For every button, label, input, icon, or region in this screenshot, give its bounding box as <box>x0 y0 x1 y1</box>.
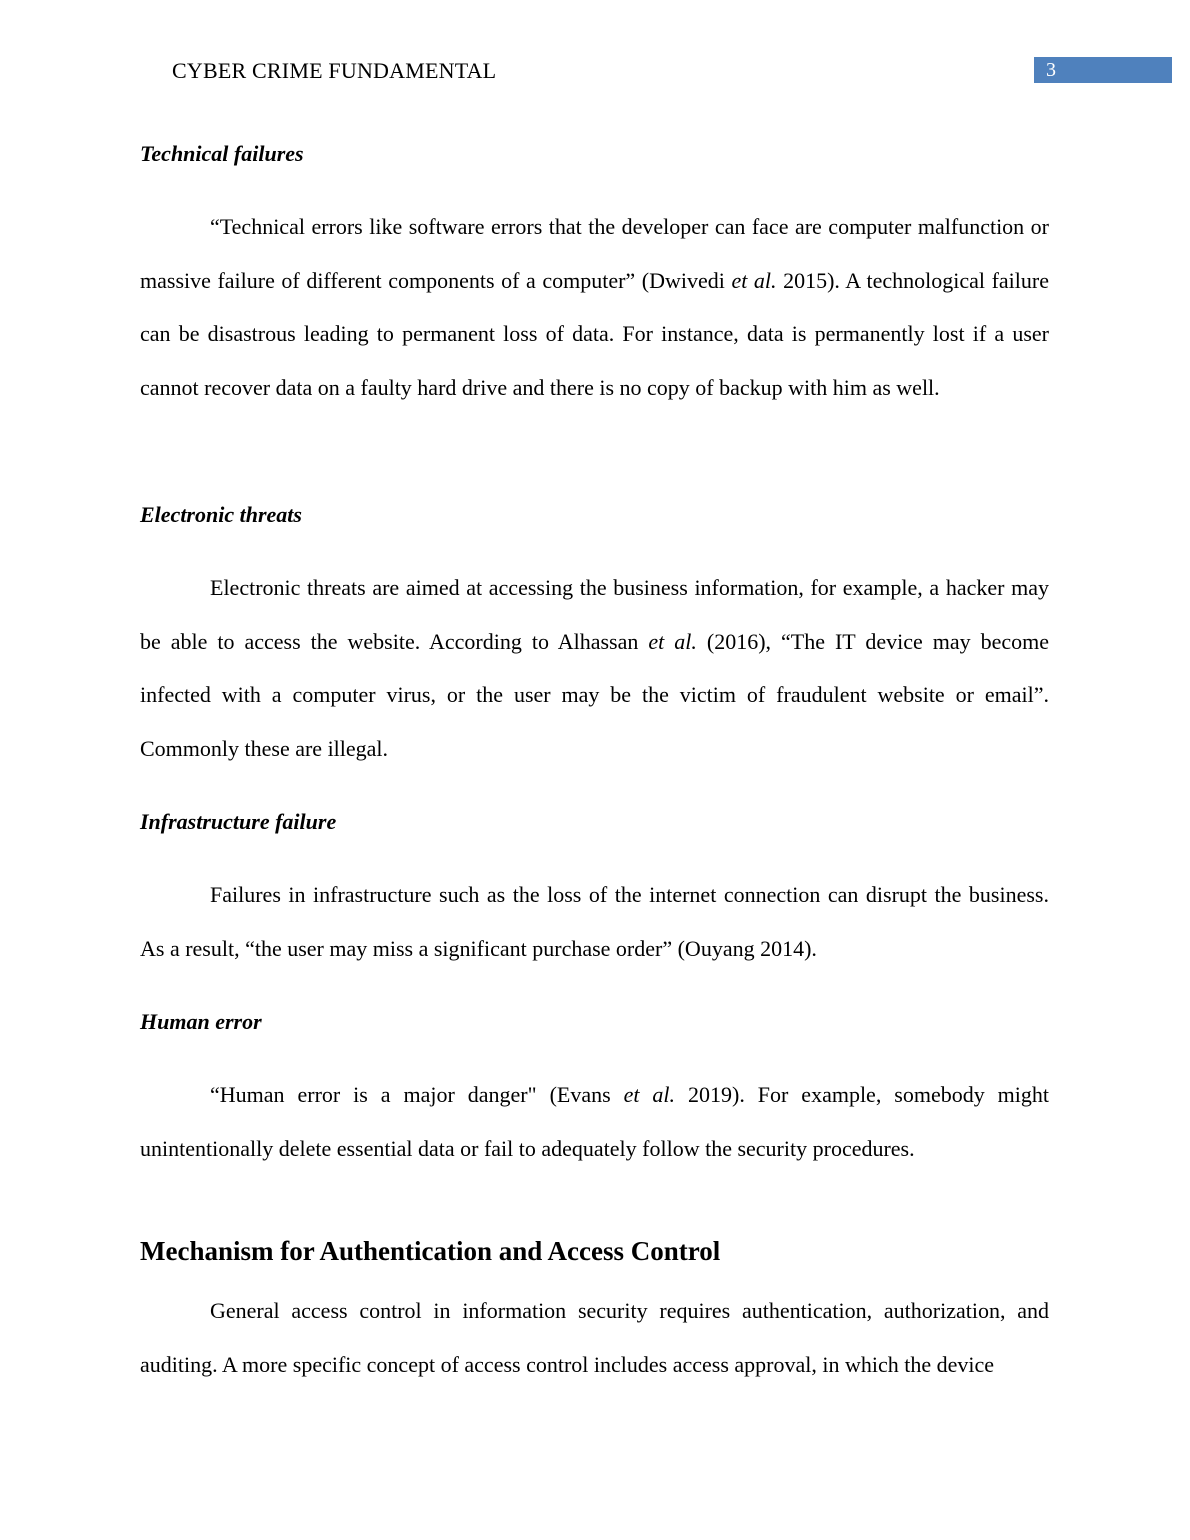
page-number: 3 <box>1034 57 1172 83</box>
paragraph-authentication-access-control: General access control in information security requires authentication, authorization, and auditing. A more specific concept of access control includes access approval, in which the device <box>140 1298 1049 1377</box>
text-run: (2016), “The IT device may become infected with a computer virus, or the user may be the victim of fraudulent website or email”. Commonly these are illegal. <box>140 628 1049 761</box>
text-run: 2019). For example, somebody might unintentionally delete essential data or fail to adequately follow the security procedures. <box>140 1082 1049 1161</box>
heading-human-error: Human error <box>140 1009 262 1034</box>
paragraph-electronic-threats <box>140 561 1049 775</box>
heading-electronic-threats: Electronic threats <box>140 502 302 527</box>
citation-et-al: et al. <box>731 267 777 293</box>
heading-authentication-access-control: Mechanism for Authentication and Access Control <box>140 1236 721 1266</box>
paragraph-technical-failures <box>140 200 1049 414</box>
text-run: “Technical errors like software errors that the developer can face are computer malfunction or massive failure of different components of a computer” (Dwivedi <box>140 214 1049 293</box>
text-run: 2015). A technological failure can be disastrous leading to permanent loss of data. For instance, data is permanently lost if a user cannot recover data on a faulty hard drive and there is no copy of backup with him as well. <box>140 267 1049 400</box>
citation-et-al: et al. <box>623 1082 676 1107</box>
text-run: Electronic threats are aimed at accessing the business information, for example, a hacker may be able to access the website. According to Alhassan <box>140 575 1049 654</box>
paragraph-infrastructure-failure: Failures in infrastructure such as the loss of the internet connection can disrupt the business. As a result, “the user may miss a significant purchase order” (Ouyang 2014). <box>140 882 1049 961</box>
heading-infrastructure-failure: Infrastructure failure <box>140 809 337 834</box>
citation-et-al: et al. <box>648 628 697 654</box>
paragraph-human-error <box>140 1068 1049 1175</box>
running-header-title: CYBER CRIME FUNDAMENTAL <box>172 58 497 83</box>
heading-technical-failures: Technical failures <box>140 141 304 166</box>
text-run: “Human error is a major danger" (Evans <box>210 1082 624 1107</box>
